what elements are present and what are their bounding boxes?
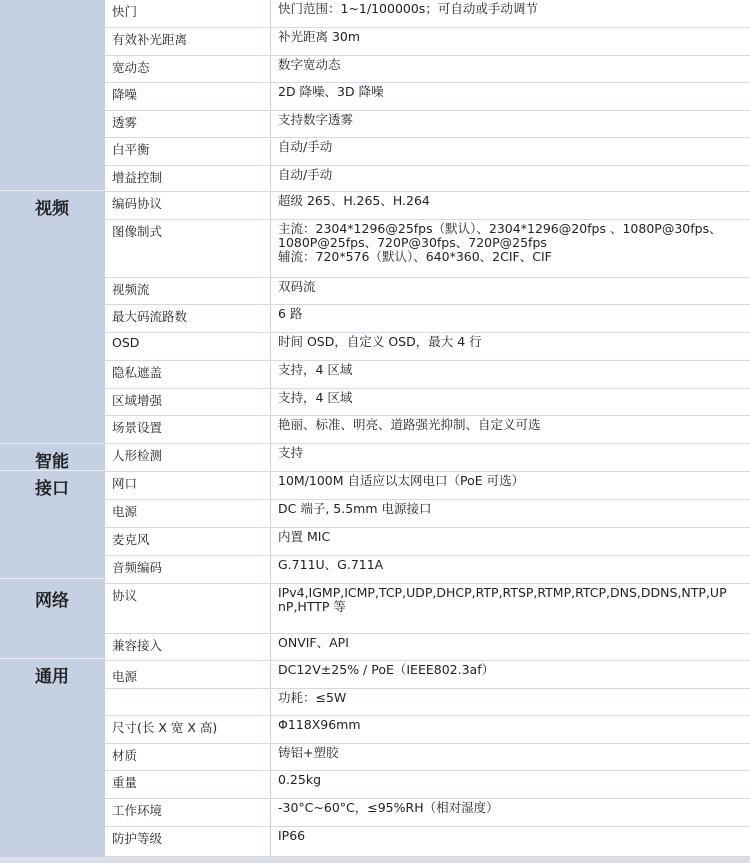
table-row: [104, 361, 750, 389]
parameter-value: 双码流: [278, 279, 316, 294]
parameter-name: 材质: [112, 748, 138, 763]
parameter-name: 图像制式: [112, 224, 163, 239]
table-row: [104, 192, 750, 220]
table-row: [104, 799, 750, 827]
footer-band: [0, 857, 750, 863]
parameter-name: 视频流: [112, 282, 150, 297]
parameter-value: 时间 OSD，自定义 OSD，最大 4 行: [278, 334, 482, 349]
table-row: [104, 634, 750, 661]
parameter-name: 电源: [112, 669, 138, 684]
parameter-name: 降噪: [112, 87, 138, 102]
parameter-name: 最大码流路数: [112, 309, 188, 324]
parameter-name: OSD: [112, 335, 140, 350]
table-row: [104, 333, 750, 361]
parameter-name: 区域增强: [112, 393, 163, 408]
parameter-name: 透雾: [112, 115, 138, 130]
table-row: [104, 83, 750, 111]
table-row: [104, 584, 750, 634]
table-row: [104, 0, 750, 28]
parameter-name: 网口: [112, 476, 138, 491]
table-row: [104, 556, 750, 584]
parameter-value: 艳丽、标准、明亮、道路强光抑制、自定义可选: [278, 417, 541, 432]
parameter-name: 有效补光距离: [112, 32, 188, 47]
parameter-value: IP66: [278, 828, 306, 843]
parameter-value: 支持: [278, 445, 304, 460]
table-row: [104, 689, 750, 716]
table-row: [104, 111, 750, 138]
table-row: [104, 661, 750, 689]
parameter-value: 10M/100M 自适应以太网电口（PoE 可选）: [278, 473, 525, 488]
table-row: [104, 744, 750, 771]
table-row: [104, 56, 750, 83]
parameter-value: DC12V±25% / PoE（IEEE802.3af）: [278, 662, 495, 677]
parameter-name: 工作环境: [112, 803, 163, 818]
parameter-name: 重量: [112, 775, 138, 790]
parameter-value: 自动/手动: [278, 139, 333, 154]
parameter-value: -30°C~60°C，≤95%RH（相对湿度）: [278, 800, 499, 815]
parameter-name: 麦克风: [112, 532, 150, 547]
parameter-value: 功耗：≤5W: [278, 690, 347, 705]
parameter-value: 超级 265、H.265、H.264: [278, 193, 430, 208]
parameter-name: 增益控制: [112, 170, 163, 185]
table-row: [104, 416, 750, 444]
table-row: [104, 444, 750, 472]
parameter-value: IPv4,IGMP,ICMP,TCP,UDP,DHCP,RTP,RTSP,RTMP,RTCP,DNS,DDNS,NTP,UP nP,HTTP 等: [278, 585, 727, 614]
category-divider: [0, 443, 104, 444]
parameter-value: 支持，4 区域: [278, 390, 353, 405]
parameter-name: 快门: [112, 4, 138, 19]
table-row: [104, 528, 750, 556]
parameter-name: 人形检测: [112, 448, 163, 463]
parameter-value: Φ118X96mm: [278, 717, 361, 732]
table-row: [104, 28, 750, 56]
table-row: [104, 138, 750, 166]
parameter-value: 补光距离 30m: [278, 29, 361, 44]
parameter-value: 铸铝+塑胶: [278, 745, 339, 760]
table-row: [104, 771, 750, 799]
parameter-name: 尺寸(长 X 宽 X 高): [112, 720, 218, 735]
table-row: [104, 500, 750, 528]
parameter-value: 6 路: [278, 306, 303, 321]
parameter-name: 电源: [112, 504, 138, 519]
table-row: [104, 472, 750, 500]
category-general: 通用: [35, 667, 69, 687]
category-smart: 智能: [35, 452, 69, 472]
parameter-value: 主流：2304*1296@25fps（默认）、2304*1296@20fps 、1080P@30fps、 1080P@25fps、720P@30fps、720P@25fps 辅流：720*576（默认）、640*360、2CIF、CIF: [278, 221, 722, 264]
category-interface: 接口: [35, 479, 69, 499]
category-divider: [0, 578, 104, 579]
table-row: [104, 389, 750, 416]
parameter-value: 支持，4 区域: [278, 362, 353, 377]
parameter-value: DC 端子, 5.5mm 电源接口: [278, 501, 432, 516]
parameter-name: 音频编码: [112, 560, 163, 575]
table-row: [104, 166, 750, 192]
parameter-name: 白平衡: [112, 142, 150, 157]
table-row: [104, 278, 750, 305]
category-divider: [0, 658, 104, 659]
parameter-name: 场景设置: [112, 420, 163, 435]
category-column: [0, 0, 104, 857]
table-row: [104, 220, 750, 278]
parameter-value: 0.25kg: [278, 772, 322, 787]
parameter-name: 协议: [112, 588, 138, 603]
parameter-value: 2D 降噪、3D 降噪: [278, 84, 384, 99]
parameter-value: G.711U、G.711A: [278, 557, 384, 572]
table-row: [104, 827, 750, 857]
category-video: 视频: [35, 199, 69, 219]
parameter-value: 数字宽动态: [278, 57, 341, 72]
parameter-name: 隐私遮盖: [112, 365, 163, 380]
category-network: 网络: [35, 591, 69, 611]
parameter-name: 编码协议: [112, 196, 163, 211]
parameter-value: 自动/手动: [278, 167, 333, 182]
parameter-value: 支持数字透雾: [278, 112, 354, 127]
parameter-name: 兼容接入: [112, 638, 163, 653]
category-divider: [0, 190, 104, 191]
parameter-value: 内置 MIC: [278, 529, 331, 544]
table-row: [104, 305, 750, 333]
parameter-value: ONVIF、API: [278, 635, 349, 650]
table-row: [104, 716, 750, 744]
parameter-value: 快门范围：1~1/100000s；可自动或手动调节: [278, 1, 538, 16]
parameter-name: 防护等级: [112, 831, 163, 846]
parameter-name: 宽动态: [112, 60, 150, 75]
